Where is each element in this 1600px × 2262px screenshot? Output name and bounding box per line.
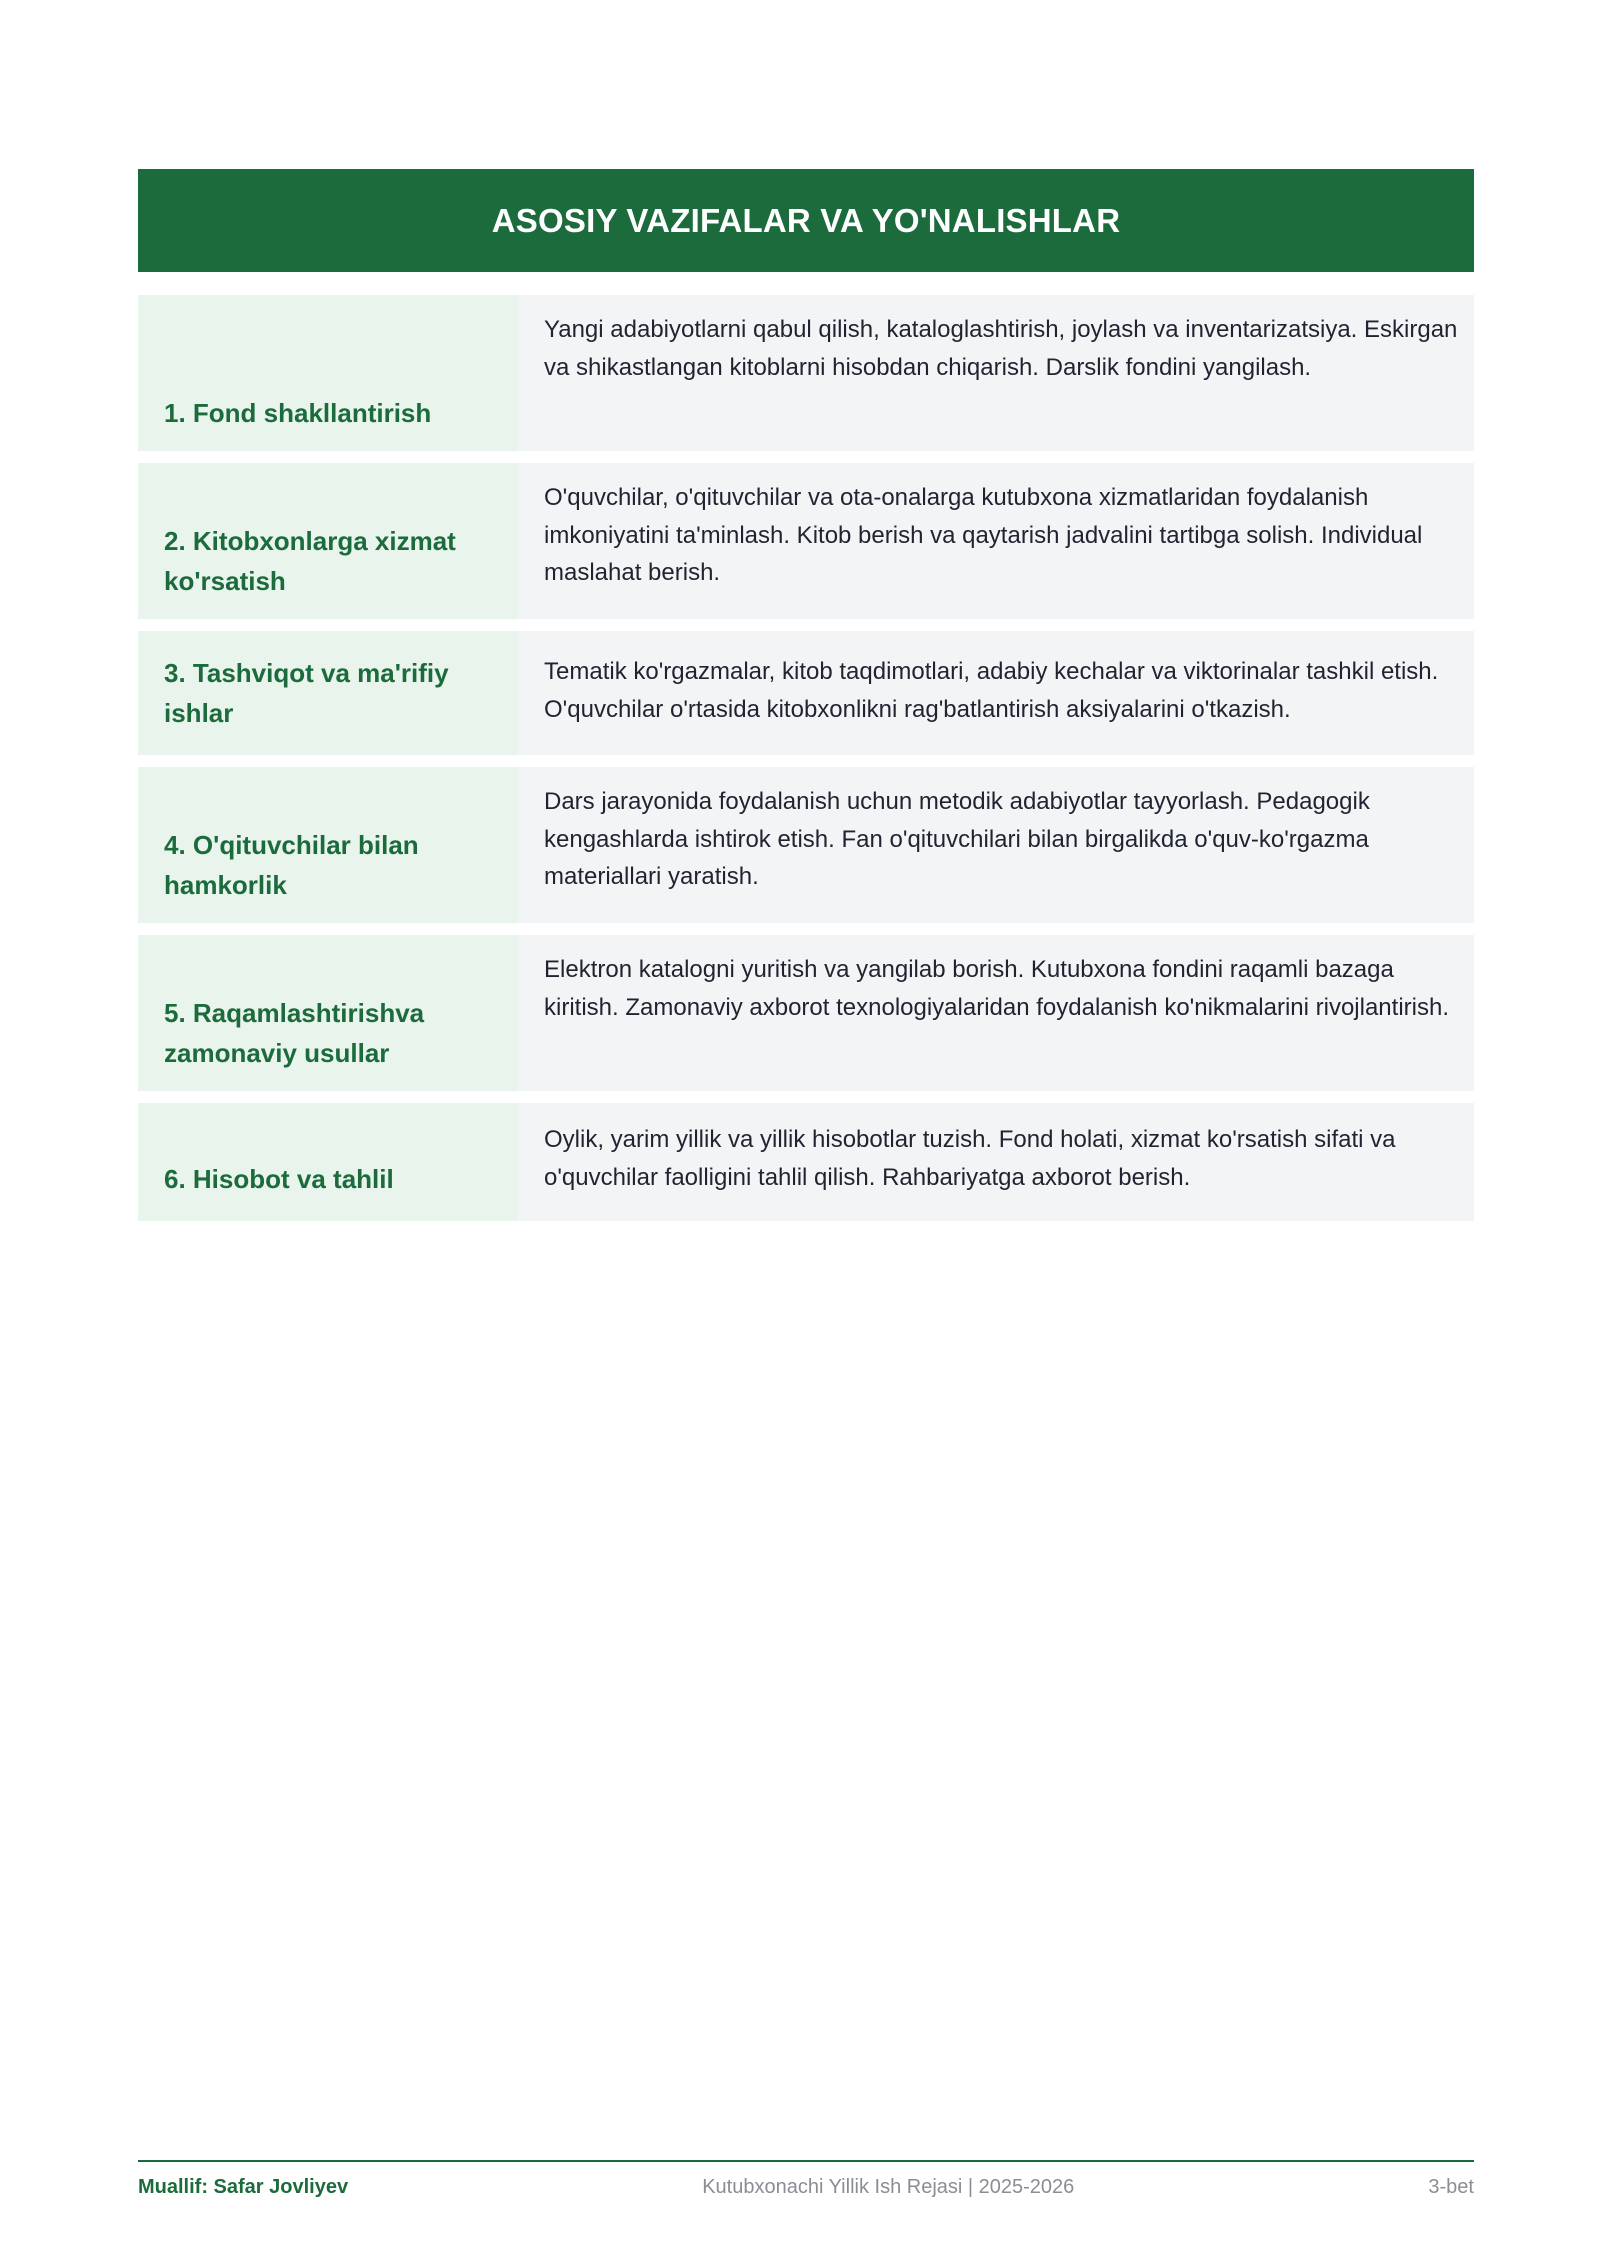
task-description: Dars jarayonida foydalanish uchun metodik adabiyotlar tayyorlash. Pedagogik kengashlarda ishtirok etish. Fan o'qituvchilari bilan birgalikda o'quv-ko'rgazma materiallari yaratish. xyxy=(544,788,1370,890)
task-description: O'quvchilar, o'qituvchilar va ota-onalarga kutubxona xizmatlaridan foydalanish imkoniyatini ta'minlash. Kitob berish va qaytarish jadvalini tartibga solish. Individual maslahat berish. xyxy=(544,484,1423,586)
table-row xyxy=(138,767,1474,923)
page-footer xyxy=(138,2160,1474,2199)
table-row xyxy=(138,935,1474,1091)
section-title: ASOSIY VAZIFALAR VA YO'NALISHLAR xyxy=(491,201,1121,239)
task-name: 4. O'qituvchilar bilan hamkorlik xyxy=(138,767,518,923)
task-description: Yangi adabiyotlarni qabul qilish, kataloglashtirish, joylash va inventarizatsiya. Eskirgan va shikastlangan kitoblarni hisobdan chiqarish. Darslik fondini yangilash. xyxy=(544,316,1458,381)
task-name: 1. Fond shakllantirish xyxy=(138,295,518,451)
footer-page-number: 3-bet xyxy=(1428,2176,1474,2198)
task-table xyxy=(138,295,1474,1221)
table-row xyxy=(138,1103,1474,1221)
footer-document-title: Kutubxonachi Yillik Ish Rejasi | 2025-2026 xyxy=(702,2176,1075,2198)
task-name: 3. Tashviqot va ma'rifiy ishlar xyxy=(138,631,518,755)
task-name: 6. Hisobot va tahlil xyxy=(138,1103,518,1221)
task-description: Oylik, yarim yillik va yillik hisobotlar tuzish. Fond holati, xizmat ko'rsatish sifati va o'quvchilar faolligini tahlil qilish. Rahbariyatga axborot berish. xyxy=(544,1126,1396,1191)
table-row xyxy=(138,631,1474,755)
document-page xyxy=(138,169,1474,1233)
section-header xyxy=(138,169,1474,272)
task-description: Tematik ko'rgazmalar, kitob taqdimotlari, adabiy kechalar va viktorinalar tashkil etish. O'quvchilar o'rtasida kitobxonlikni rag'batlantirish aksiyalarini o'tkazish. xyxy=(544,658,1439,723)
table-row xyxy=(138,463,1474,619)
task-name: 2. Kitobxonlarga xizmat ko'rsatish xyxy=(138,463,518,619)
task-name: 5. Raqamlashtirishva zamonaviy usullar xyxy=(138,935,518,1091)
footer-author: Muallif: Safar Jovliyev xyxy=(138,2176,349,2198)
table-row xyxy=(138,295,1474,451)
task-description: Elektron katalogni yuritish va yangilab borish. Kutubxona fondini raqamli bazaga kiritish. Zamonaviy axborot texnologiyalaridan foydalanish ko'nikmalarini rivojlantirish. xyxy=(544,956,1449,1021)
